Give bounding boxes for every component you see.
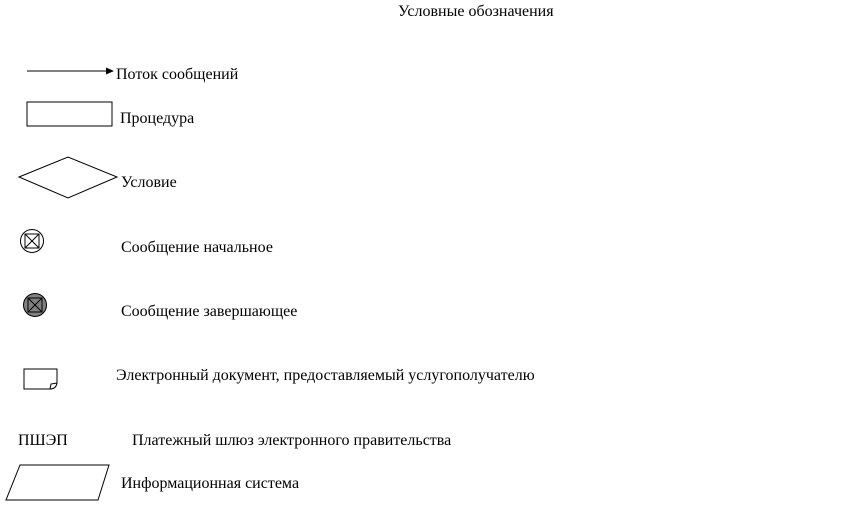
- legend-label-start-message: Сообщение начальное: [121, 239, 273, 256]
- legend-label-information-system: Информационная система: [121, 475, 300, 492]
- document-icon: [24, 369, 57, 389]
- arrow-icon: [27, 68, 114, 75]
- parallelogram-icon: [6, 465, 109, 500]
- start-message-icon: [21, 230, 44, 253]
- legend-symbol-pshep: ПШЭП: [18, 432, 68, 449]
- rectangle-icon: [27, 102, 112, 126]
- end-message-icon: [24, 294, 47, 317]
- legend-label-procedure: Процедура: [120, 110, 195, 127]
- legend-label-payment-gateway: Платежный шлюз электронного правительства: [132, 432, 452, 449]
- legend-label-condition: Условие: [121, 174, 177, 191]
- legend-label-end-message: Сообщение завершающее: [121, 303, 298, 320]
- diamond-icon: [19, 157, 117, 198]
- legend-label-document: Электронный документ, предоставляемый услугополучателю: [116, 367, 535, 384]
- legend-label-message-flow: Поток сообщений: [116, 66, 239, 83]
- legend-title: Условные обозначения: [398, 3, 554, 20]
